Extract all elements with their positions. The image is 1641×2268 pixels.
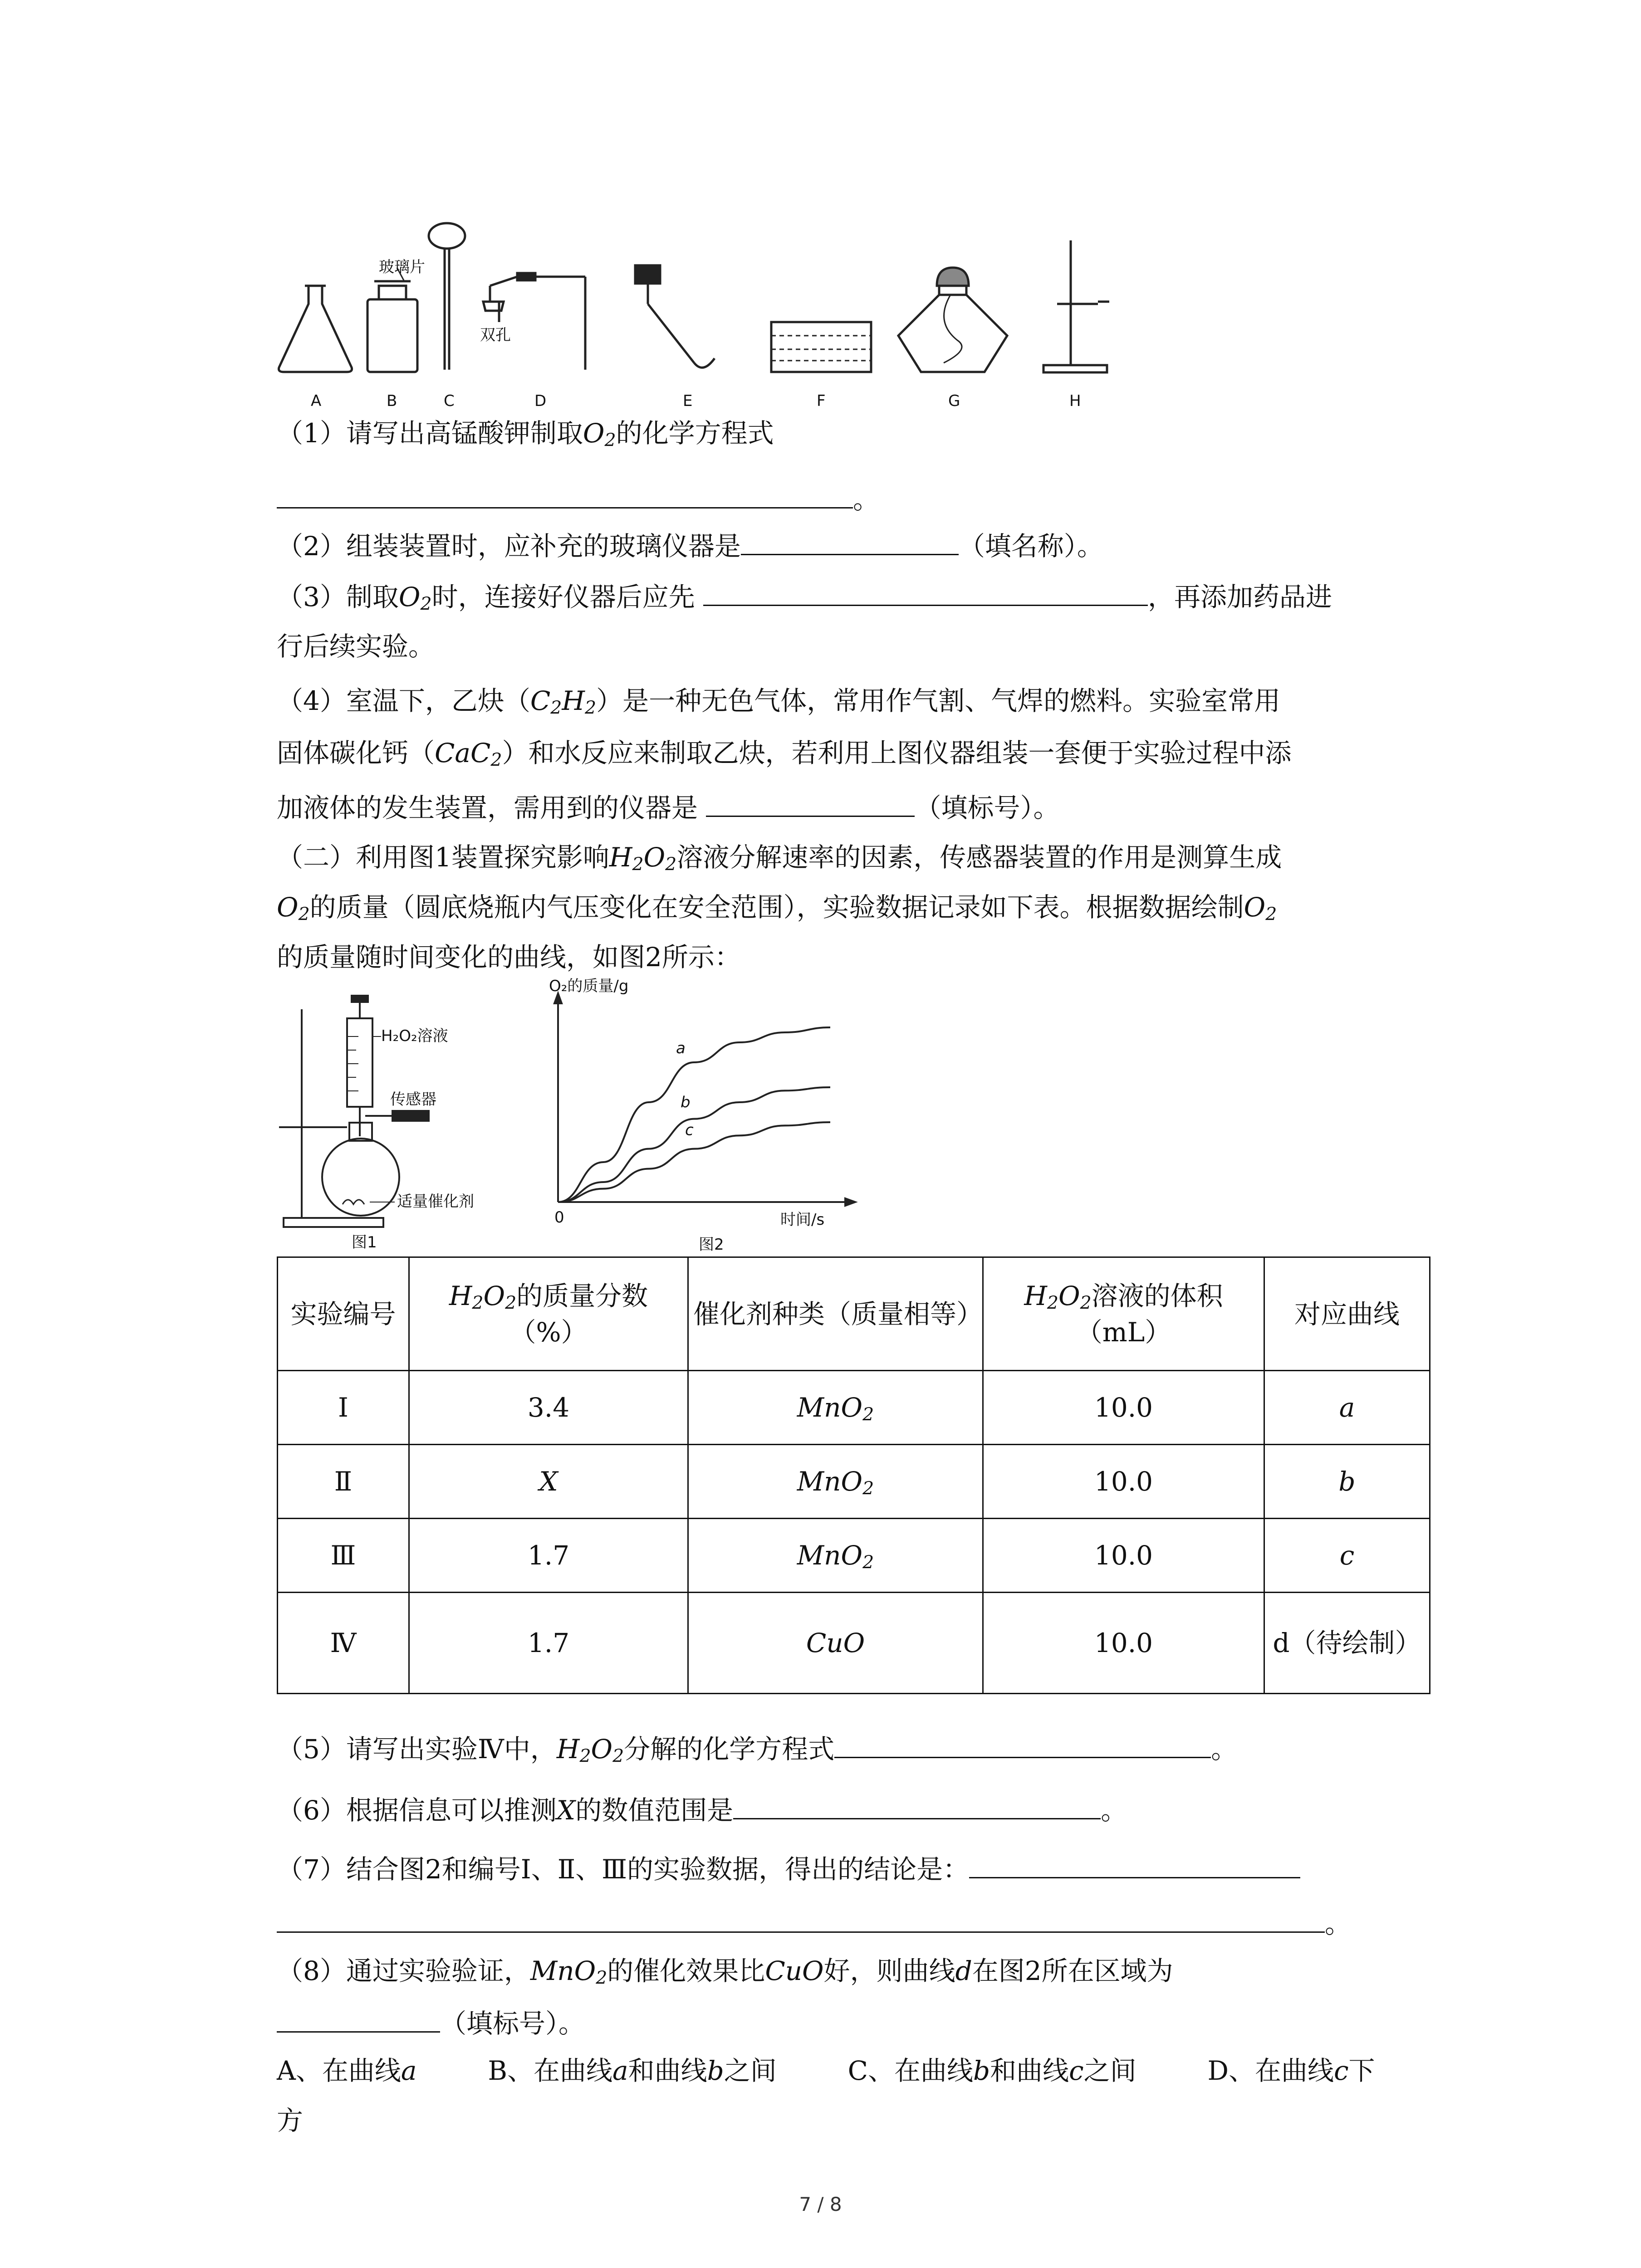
figure-1 <box>274 991 529 1254</box>
question-4: （4）室温下，乙炔$(C_2H_2)$是一种无色气体，常用作气割、气焊的燃料。实验室常用 <box>277 685 1281 719</box>
header-curve: 对应曲线 <box>1264 1257 1430 1371</box>
answer-blank[interactable] <box>706 789 915 817</box>
answer-blank[interactable] <box>277 1905 1325 1933</box>
question-4-line3: 加液体的发生装置，需用到的仪器是 （填标号）。 <box>277 789 1059 824</box>
fig2-xlabel: 时间/s <box>780 1211 825 1229</box>
fig1-caption: 图1 <box>352 1233 377 1251</box>
curve-label-b: b <box>681 1093 691 1112</box>
label-h: H <box>1069 392 1081 410</box>
conical-flask-icon <box>279 286 352 372</box>
label-b: B <box>387 392 397 410</box>
header-volume: $H_2O_2$溶液的体积 （mL） <box>983 1257 1264 1371</box>
question-5: （5）请写出实验Ⅳ中，$H_2O_2$分解的化学方程式 。 <box>277 1730 1237 1765</box>
part2-line2: $O_2$的质量（圆底烧瓶内气压变化在安全范围），实验数据记录如下表。根据数据绘制$O_2$ <box>277 892 1277 925</box>
curve-label-a: a <box>676 1039 686 1057</box>
label-d: D <box>534 392 547 410</box>
answer-blank[interactable] <box>969 1851 1300 1878</box>
water-trough-icon <box>771 322 871 372</box>
question-8: （8）通过实验验证，MnO$_2$的催化效果比CuO好，则曲线d在图2所在区域为 <box>277 1955 1173 1989</box>
label-e: E <box>683 392 693 410</box>
part2-line3: 的质量随时间变化的曲线，如图2所示： <box>277 942 741 973</box>
answer-blank[interactable] <box>834 1730 1211 1758</box>
page-number: 7 / 8 <box>799 2193 842 2215</box>
delivery-tube-icon <box>635 265 715 367</box>
header-id: 实验编号 <box>278 1257 409 1371</box>
header-catalyst: 催化剂种类（质量相等） <box>688 1257 983 1371</box>
fig1-solution-label: H₂O₂溶液 <box>381 1027 448 1045</box>
question-3-line2: 行后续实验。 <box>277 631 435 662</box>
table-row: Ⅲ 1.7 MnO$_2$ 10.0 c <box>278 1519 1430 1593</box>
options-line <box>277 2055 1375 2087</box>
table-row: Ⅱ X MnO$_2$ 10.0 b <box>278 1445 1430 1519</box>
apparatus-figure <box>272 213 1134 426</box>
table-row: Ⅳ 1.7 CuO 10.0 d（待绘制） <box>278 1593 1430 1694</box>
alcohol-lamp-icon <box>898 268 1007 372</box>
experiment-table <box>277 1256 1430 1694</box>
answer-blank[interactable] <box>277 2005 440 2033</box>
fig1-sensor-label: 传感器 <box>390 1090 436 1109</box>
fig2-origin: 0 <box>554 1208 564 1227</box>
long-neck-funnel-icon <box>429 223 465 370</box>
stopper-tube-icon <box>483 273 585 370</box>
fig1-catalyst-label: 适量催化剂 <box>397 1193 474 1211</box>
label-f: F <box>817 392 826 410</box>
question-6: （6）根据信息可以推测X的数值范围是 。 <box>277 1792 1127 1826</box>
options-line2: 方 <box>277 2105 304 2136</box>
answer-blank[interactable] <box>703 578 1148 606</box>
option-a[interactable]: A、在曲线a <box>277 2055 417 2086</box>
question-3: （3）制取$O_2$时，连接好仪器后应先 ，再添加药品进 <box>277 578 1332 613</box>
question-4-line2: 固体碳化钙（CaC$_2$）和水反应来制取乙炔，若利用上图仪器组装一套便于实验过程中添 <box>277 738 1292 771</box>
label-g: G <box>948 392 960 410</box>
label-a: A <box>311 392 322 410</box>
option-b[interactable]: B、在曲线a和曲线b之间 <box>488 2055 777 2086</box>
question-7: （7）结合图2和编号Ⅰ、Ⅱ、Ⅲ的实验数据，得出的结论是： <box>277 1851 1300 1885</box>
answer-blank[interactable] <box>741 528 959 555</box>
table-row: Ⅰ 3.4 MnO$_2$ 10.0 a <box>278 1371 1430 1445</box>
fig2-ylabel: O₂的质量/g <box>549 977 629 995</box>
question-1: （1）请写出高锰酸钾制取$O_2$的化学方程式 <box>277 418 774 451</box>
header-concentration: $H_2O_2$的质量分数 （%） <box>409 1257 688 1371</box>
answer-blank[interactable] <box>277 481 853 508</box>
option-d[interactable]: D、在曲线c下 <box>1207 2055 1375 2086</box>
question-1-answer: 。 <box>277 481 879 515</box>
figure-2-chart <box>535 975 871 1256</box>
question-7-line2: 。 <box>277 1905 1351 1940</box>
curve-a <box>558 1027 830 1202</box>
fig2-caption: 图2 <box>699 1236 724 1254</box>
curve-b <box>558 1087 830 1202</box>
label-c: C <box>444 392 455 410</box>
gas-jar-icon <box>367 268 417 372</box>
curve-label-c: c <box>685 1121 694 1139</box>
part2-line1: （二）利用图1装置探究影响$H_2O_2$溶液分解速率的因素，传感器装置的作用是测算生成 <box>277 842 1282 875</box>
option-c[interactable]: C、在曲线b和曲线c之间 <box>847 2055 1136 2086</box>
table-header-row <box>278 1257 1430 1371</box>
glass-plate-label: 玻璃片 <box>379 258 425 276</box>
two-hole-label: 双孔 <box>480 326 511 344</box>
question-8-line2: （填标号）。 <box>277 2005 585 2039</box>
answer-blank[interactable] <box>733 1792 1101 1819</box>
question-2: （2）组装装置时，应补充的玻璃仪器是 （填名称）。 <box>277 528 1103 562</box>
iron-stand-icon <box>1043 240 1109 372</box>
